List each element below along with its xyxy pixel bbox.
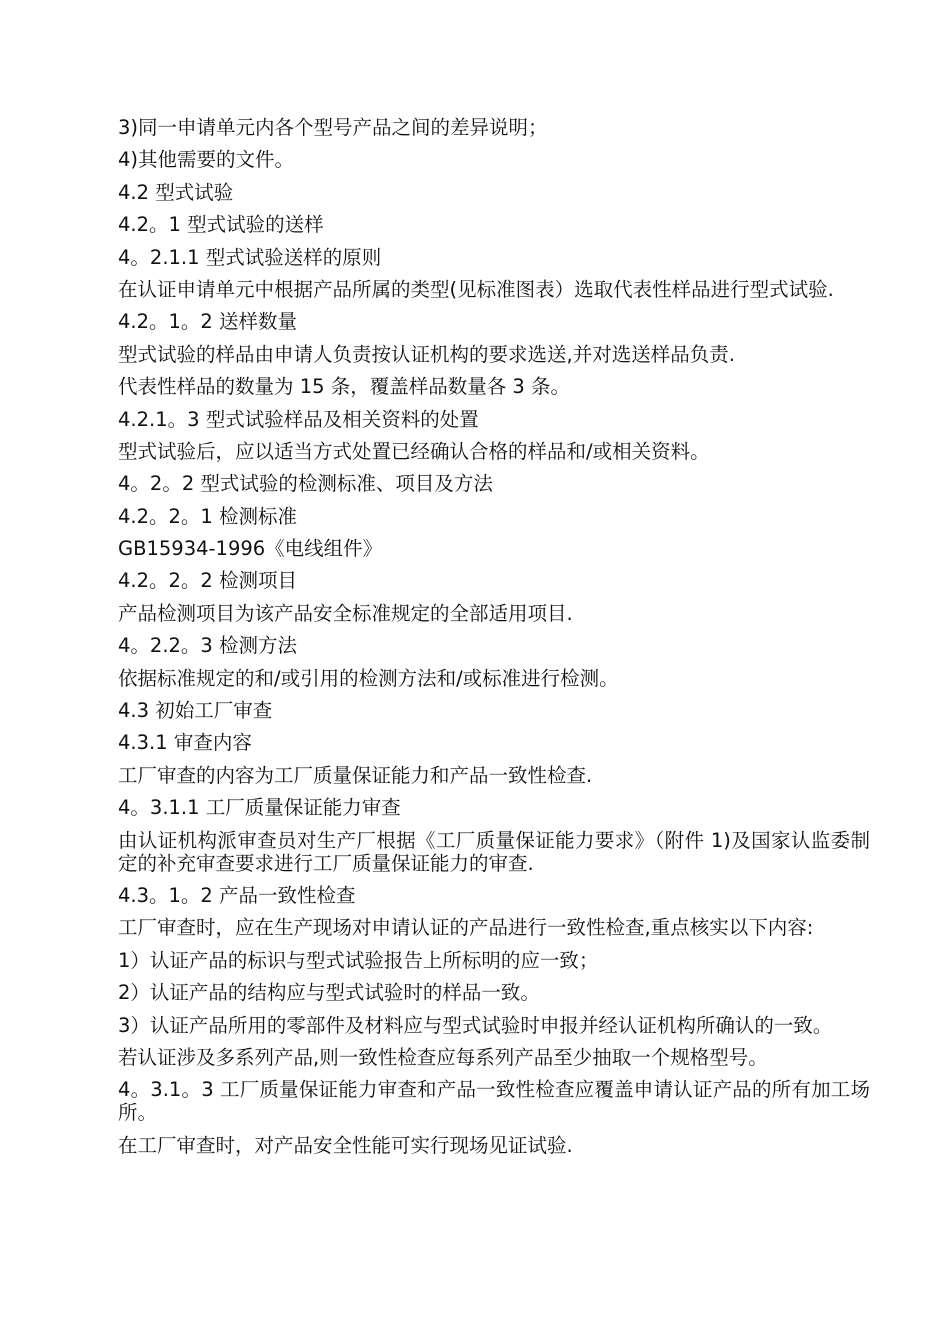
paragraph: 若认证涉及多系列产品,则一致性检查应每系列产品至少抽取一个规格型号。 xyxy=(118,1045,768,1069)
section-heading: 4。2。2 型式试验的检测标准、项目及方法 xyxy=(118,472,493,496)
document-page xyxy=(118,116,870,1166)
section-heading: 4.2。2。1 检测标准 xyxy=(118,504,298,528)
paragraph: 产品检测项目为该产品安全标准规定的全部适用项目. xyxy=(118,601,573,625)
section-heading: 4。2.2。3 检测方法 xyxy=(118,634,298,658)
paragraph: 工厂审查时，应在生产现场对申请认证的产品进行一致性检查,重点核实以下内容: xyxy=(118,916,814,940)
list-item: 3)同一申请单元内各个型号产品之间的差异说明； xyxy=(118,116,548,139)
section-heading: 4。2.1.1 型式试验送样的原则 xyxy=(118,245,382,269)
paragraph: 在认证申请单元中根据产品所属的类型(见标准图表）选取代表性样品进行型式试验. xyxy=(118,277,834,301)
section-heading: 4.3.1 审查内容 xyxy=(118,731,252,755)
paragraph: 由认证机构派审查员对生产厂根据《工厂质量保证能力要求》（附件 1)及国家认监委制定的补充审查要求进行工厂质量保证能力的审查. xyxy=(118,828,870,875)
paragraph: 代表性样品的数量为 15 条，覆盖样品数量各 3 条。 xyxy=(118,375,571,399)
section-heading: 4.2。1 型式试验的送样 xyxy=(118,213,324,237)
section-heading: 4。3.1.1 工厂质量保证能力审查 xyxy=(118,796,401,820)
section-heading: 4.2。2。2 检测项目 xyxy=(118,569,298,593)
list-item: 4)其他需要的文件。 xyxy=(118,148,295,172)
paragraph: 在工厂审查时，对产品安全性能可实行现场见证试验. xyxy=(118,1133,573,1157)
list-item: 1）认证产品的标识与型式试验报告上所标明的应一致； xyxy=(118,948,599,972)
section-heading: 4.3 初始工厂审查 xyxy=(118,699,273,723)
section-heading: 4。3.1。3 工厂质量保证能力审查和产品一致性检查应覆盖申请认证产品的所有加工场所。 xyxy=(118,1078,870,1125)
list-item: 3）认证产品所用的零部件及材料应与型式试验时申报并经认证机构所确认的一致。 xyxy=(118,1013,833,1037)
paragraph: 型式试验的样品由申请人负责按认证机构的要求选送,并对选送样品负责. xyxy=(118,342,735,366)
section-heading: 4.2.1。3 型式试验样品及相关资料的处置 xyxy=(118,407,479,431)
list-item: 2）认证产品的结构应与型式试验时的样品一致。 xyxy=(118,981,540,1005)
section-heading: 4.3。1。2 产品一致性检查 xyxy=(118,883,356,907)
paragraph: 依据标准规定的和/或引用的检测方法和/或标准进行检测。 xyxy=(118,666,619,690)
paragraph: 型式试验后，应以适当方式处置已经确认合格的样品和/或相关资料。 xyxy=(118,439,710,463)
section-heading: 4.2 型式试验 xyxy=(118,180,234,204)
section-heading: 4.2。1。2 送样数量 xyxy=(118,310,298,334)
paragraph: 工厂审查的内容为工厂质量保证能力和产品一致性检查. xyxy=(118,763,593,787)
paragraph: GB15934-1996《电线组件》 xyxy=(118,537,383,561)
